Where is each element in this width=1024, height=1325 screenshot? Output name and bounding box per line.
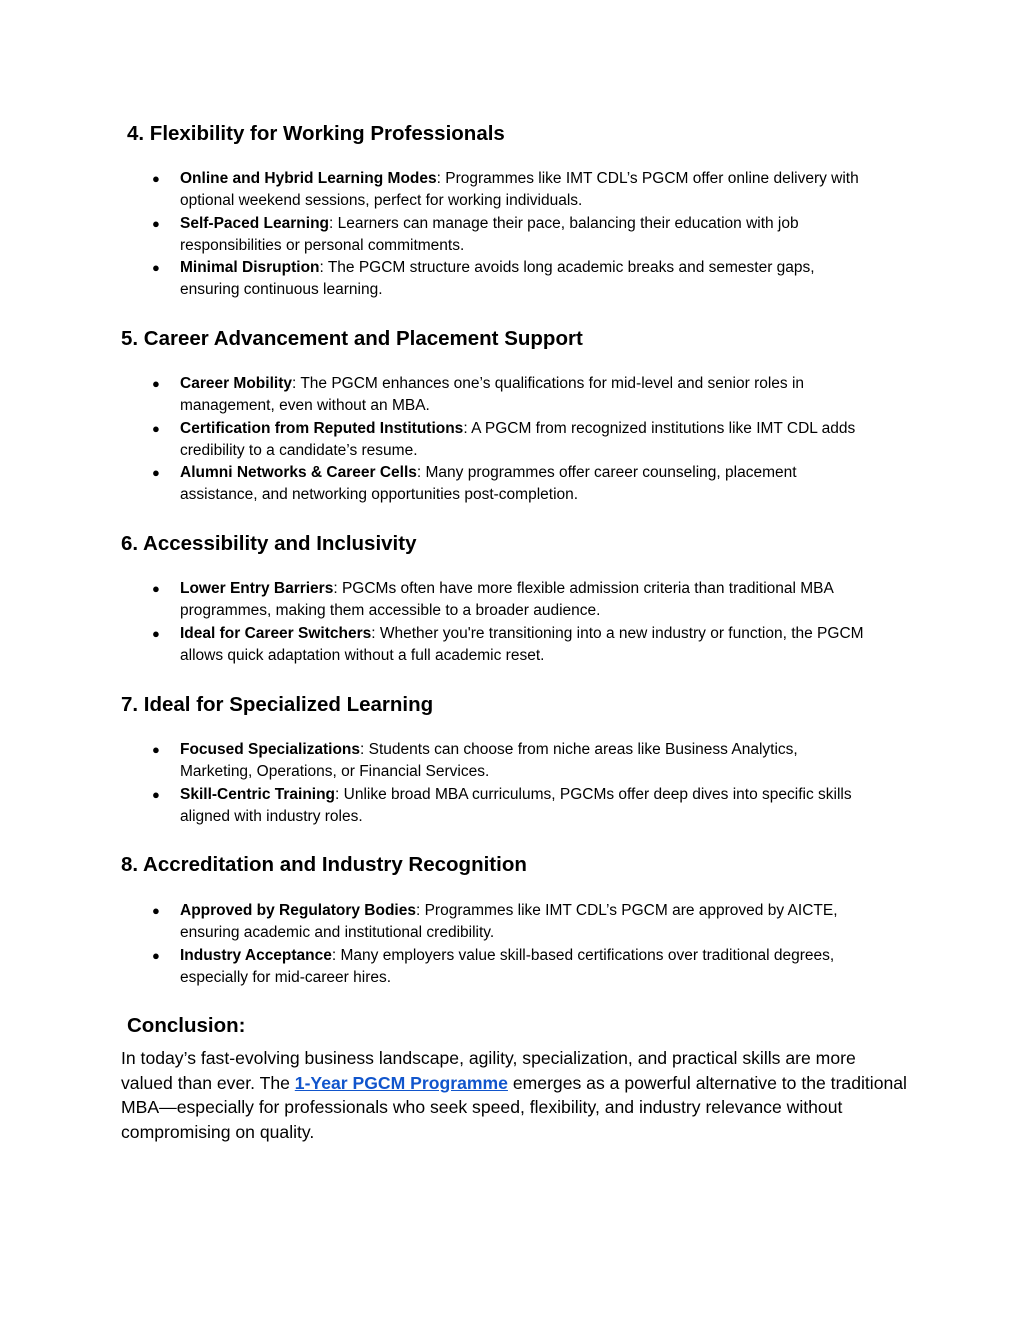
item-term: Alumni Networks & Career Cells [180, 464, 417, 482]
bullet-icon: ● [152, 171, 160, 186]
bullet-icon: ● [152, 376, 160, 391]
section-heading: 6. Accessibility and Inclusivity [121, 532, 417, 555]
item-term: Career Mobility [180, 375, 292, 392]
bullet-icon: ● [152, 215, 160, 231]
section-flexibility [121, 121, 901, 299]
item-text: : Many employers value skill-based certifications over traditional degrees, especially for mid-career hires. [180, 946, 835, 986]
bullet-icon: ● [152, 465, 160, 481]
list-item [152, 373, 872, 418]
list-item [152, 257, 872, 302]
item-text: : Unlike broad MBA curriculums, PGCMs offer deep dives into specific skills aligned with industry roles. [180, 785, 852, 825]
bullet-icon: ● [152, 903, 160, 918]
item-term: Skill-Centric Training [180, 785, 336, 803]
item-text: : Many programmes offer career counseling, placement assistance, and networking opportunities post-completion. [180, 464, 797, 504]
item-term: Industry Acceptance [180, 946, 332, 964]
bullet-icon: ● [152, 625, 160, 641]
item-term: Lower Entry Barriers [180, 580, 334, 597]
conclusion-text-end: emerges as a powerful alternative to the traditional MBA—especially for professionals who seek speed, flexibility, and industry relevance without compromising on quality. [121, 1072, 907, 1142]
section-accreditation [121, 852, 901, 986]
item-text: : Programmes like IMT CDL’s PGCM offer online delivery with optional weekend sessions, perfect for working individuals. [180, 170, 859, 210]
item-text: : Students can choose from niche areas like Business Analytics, Marketing, Operations, or Financial Services. [180, 741, 798, 781]
section-career-advancement [121, 326, 901, 504]
item-term: Focused Specializations [180, 741, 361, 758]
bullet-list [152, 900, 872, 989]
bullet-icon: ● [152, 742, 160, 757]
item-text: : PGCMs often have more flexible admission criteria than traditional MBA programmes, making them accessible to a broader audience. [180, 580, 834, 620]
section-conclusion [121, 1013, 907, 1142]
bullet-icon: ● [152, 581, 160, 596]
item-term: Minimal Disruption [180, 259, 320, 277]
item-term: Online and Hybrid Learning Modes [180, 170, 437, 187]
item-text: : Whether you're transitioning into a new industry or function, the PGCM allows quick adaptation without a full academic reset. [180, 624, 864, 664]
bullet-list [152, 168, 872, 302]
bullet-icon: ● [152, 947, 160, 963]
section-specialized-learning [121, 692, 901, 825]
list-item [152, 784, 872, 829]
list-item [152, 418, 872, 463]
bullet-list [152, 373, 872, 507]
item-text: : Learners can manage their pace, balancing their education with job responsibilities or personal commitments. [180, 214, 799, 254]
item-text: : The PGCM enhances one’s qualifications for mid-level and senior roles in management, even without an MBA. [180, 375, 805, 415]
list-item [152, 168, 872, 213]
item-term: Ideal for Career Switchers [180, 624, 372, 642]
bullet-list [152, 578, 872, 667]
item-term: Certification from Reputed Institutions [180, 419, 464, 437]
bullet-icon: ● [152, 420, 160, 436]
list-item [152, 462, 872, 507]
section-heading: 4. Flexibility for Working Professionals [127, 122, 505, 145]
item-text: : Programmes like IMT CDL’s PGCM are approved by AICTE, ensuring academic and institutional credibility. [180, 902, 838, 942]
conclusion-text-start: In today’s fast-evolving business landscape, agility, specialization, and practical skills are more valued than ever. The [121, 1048, 856, 1093]
conclusion-heading: Conclusion: [127, 1014, 246, 1037]
bullet-icon: ● [152, 260, 160, 276]
item-text: : A PGCM from recognized institutions like IMT CDL adds credibility to a candidate’s resume. [180, 419, 856, 459]
section-heading: 5. Career Advancement and Placement Support [121, 327, 583, 350]
pgcm-programme-link[interactable]: 1-Year PGCM Programme [294, 1072, 508, 1093]
conclusion-paragraph [121, 1046, 911, 1144]
list-item [152, 578, 872, 623]
item-term: Approved by Regulatory Bodies [180, 902, 416, 919]
list-item [152, 900, 872, 945]
list-item [152, 739, 872, 784]
section-heading: 7. Ideal for Specialized Learning [121, 693, 434, 716]
list-item [152, 945, 872, 990]
item-term: Self-Paced Learning [180, 214, 330, 232]
list-item [152, 623, 872, 668]
section-accessibility [121, 531, 901, 664]
list-item [152, 213, 872, 258]
item-text: : The PGCM structure avoids long academic breaks and semester gaps, ensuring continuous learning. [180, 259, 815, 299]
bullet-icon: ● [152, 786, 160, 802]
bullet-list [152, 739, 872, 828]
section-heading: 8. Accreditation and Industry Recognition [121, 853, 527, 876]
